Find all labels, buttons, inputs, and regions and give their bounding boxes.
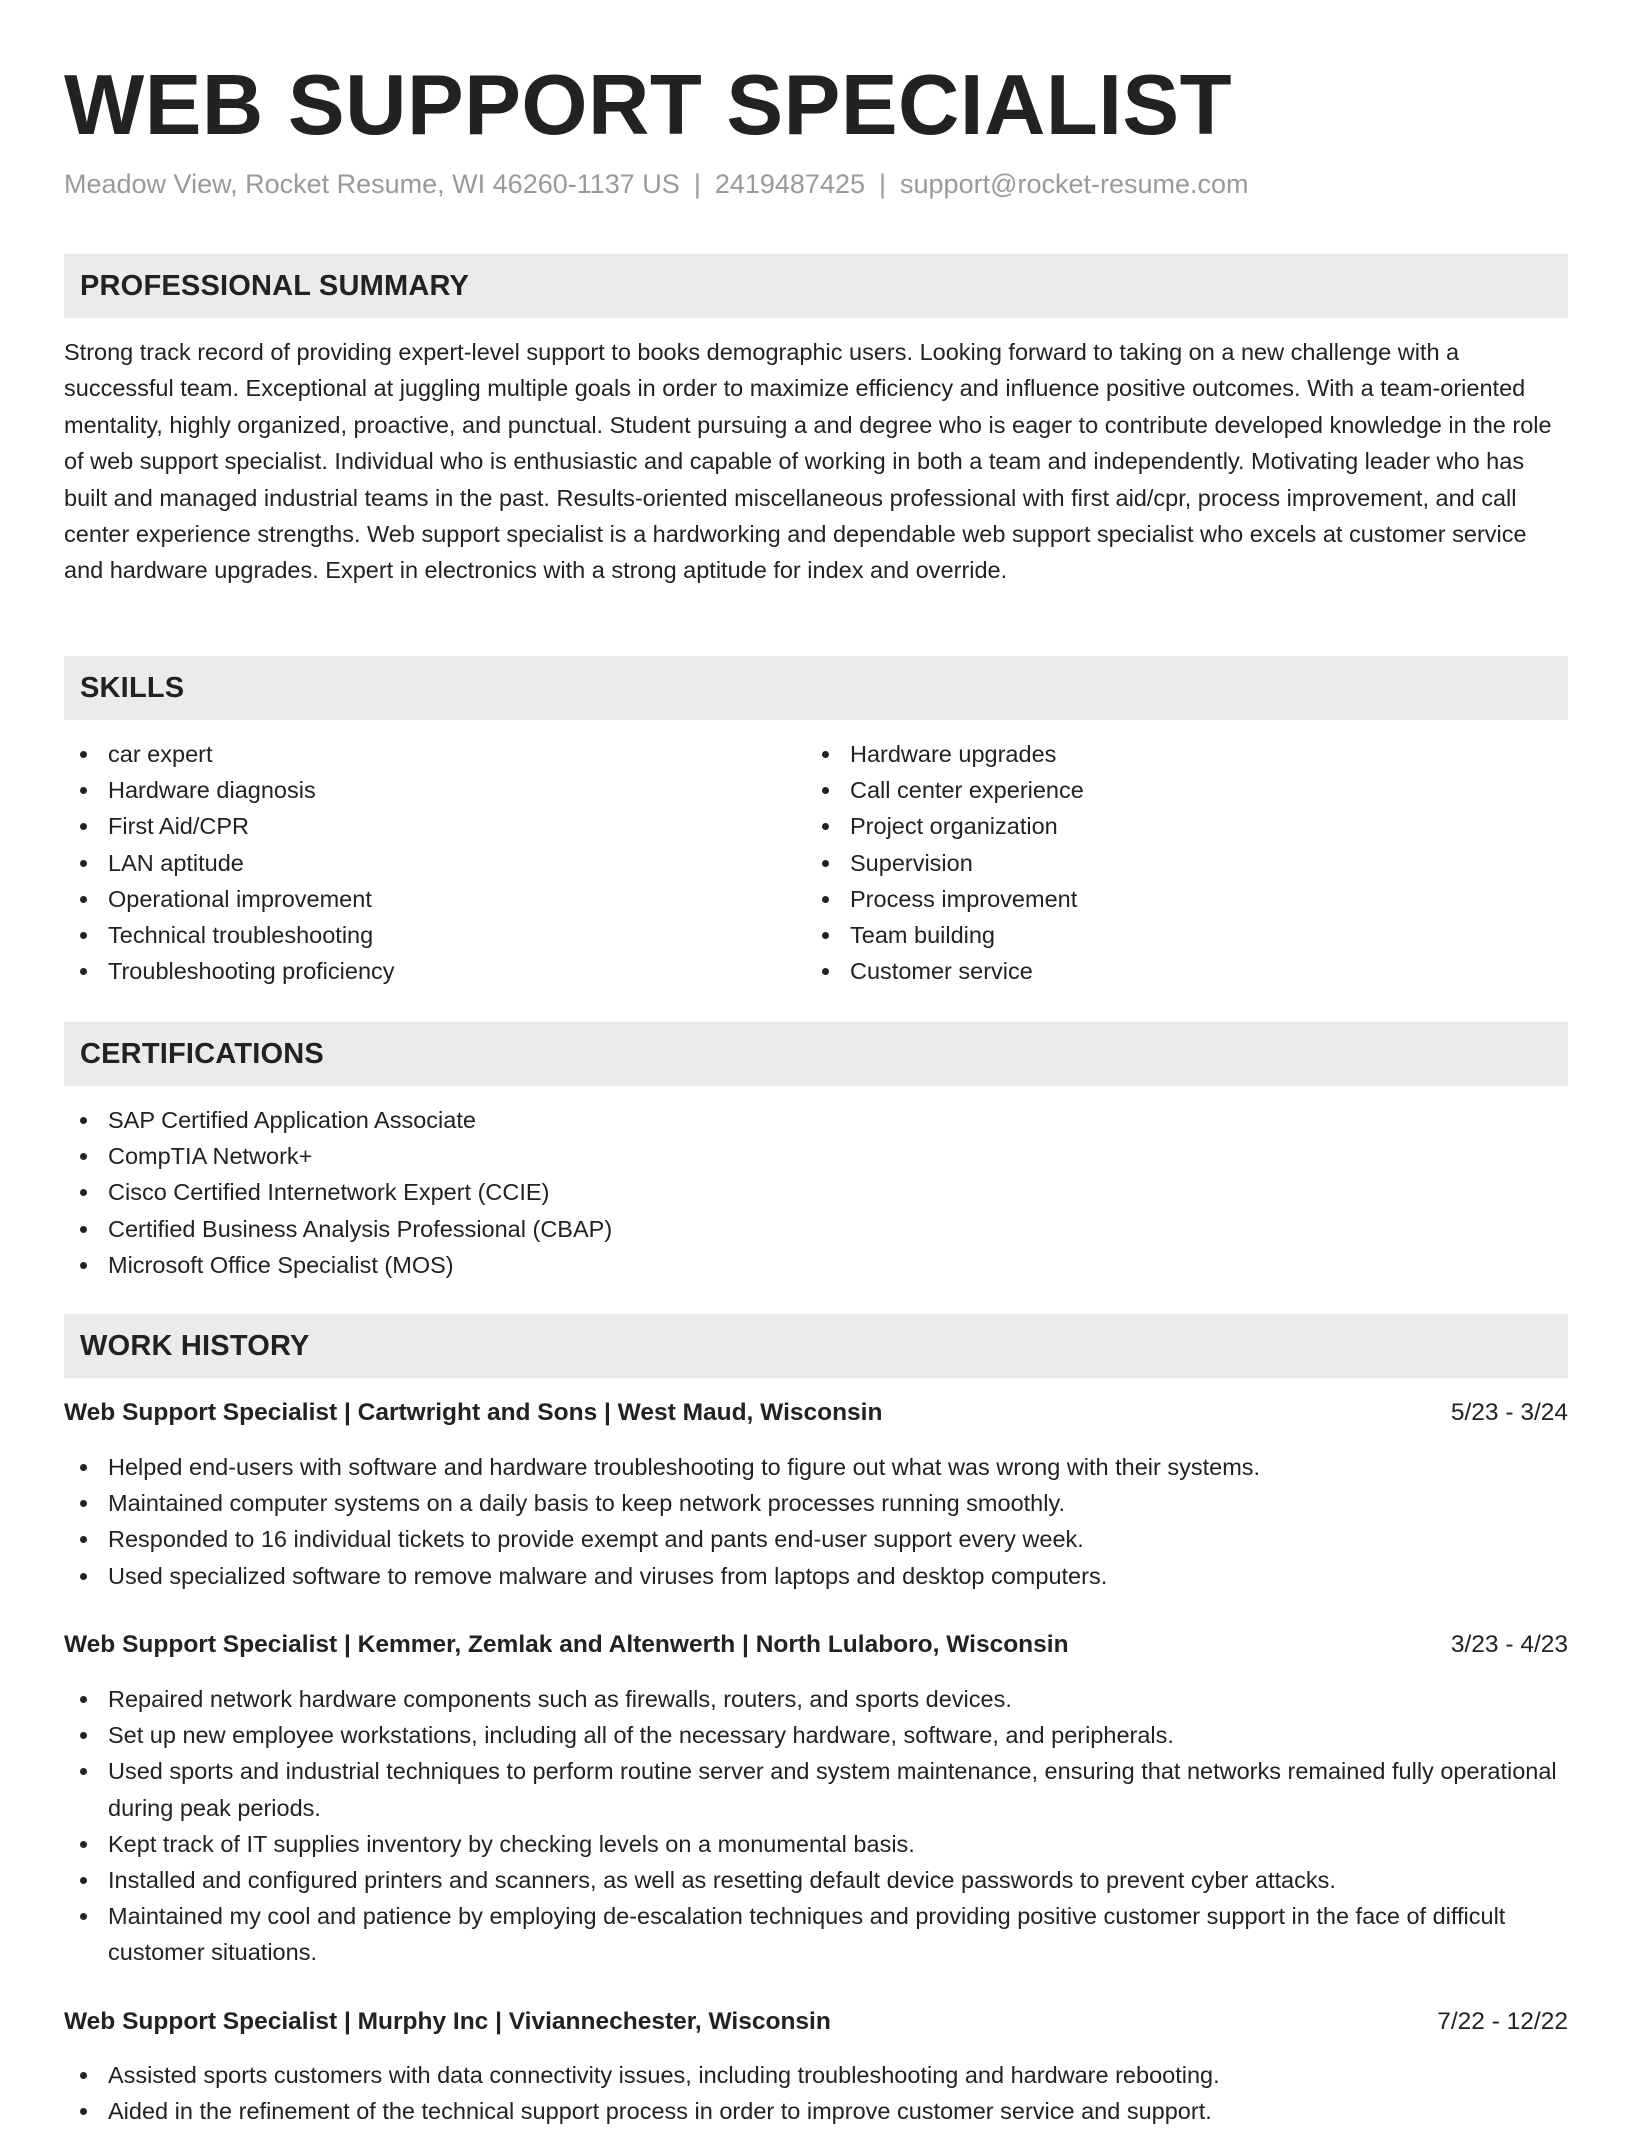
job-title: Web Support Specialist | Cartwright and Sons | West Maud, Wisconsin	[64, 1399, 883, 1426]
skill-item: Team building	[806, 917, 1546, 953]
job-bullet: Used specialized software to remove malware and viruses from laptops and desktop computers.	[64, 1558, 1568, 1594]
certifications-list	[64, 1102, 1568, 1283]
section-heading: SKILLS	[80, 672, 185, 704]
skill-item: Troubleshooting proficiency	[64, 953, 804, 989]
skills-list-left	[64, 736, 804, 989]
skill-item: Call center experience	[806, 772, 1546, 808]
section-header-skills	[64, 656, 1568, 720]
skill-item: Operational improvement	[64, 881, 804, 917]
skill-item: LAN aptitude	[64, 845, 804, 881]
job-bullet: Set up new employee workstations, including all of the necessary hardware, software, and peripherals.	[64, 1717, 1568, 1753]
job-title-line	[64, 1627, 1568, 1663]
job-bullet: Helped end-users with software and hardware troubleshooting to figure out what was wrong with their systems.	[64, 1449, 1568, 1485]
job-dates: 7/22 - 12/22	[1437, 2008, 1568, 2035]
section-header-certifications	[64, 1022, 1568, 1086]
job-bullet: Aided in the refinement of the technical support process in order to improve customer service and support.	[64, 2093, 1568, 2129]
skill-item: Technical troubleshooting	[64, 917, 804, 953]
certification-item: Cisco Certified Internetwork Expert (CCIE)	[64, 1174, 1568, 1210]
skill-item: Hardware upgrades	[806, 736, 1546, 772]
skill-item: First Aid/CPR	[64, 808, 804, 844]
email-link[interactable]: support@rocket-resume.com	[900, 169, 1249, 199]
contact-separator: |	[879, 169, 887, 199]
job-bullet: Kept track of IT supplies inventory by checking levels on a monumental basis.	[64, 1826, 1568, 1862]
address-text: Meadow View, Rocket Resume, WI 46260-1137 US	[64, 169, 680, 199]
job-bullet-list	[64, 1681, 1568, 1971]
job-bullet: Assisted sports customers with data connectivity issues, including troubleshooting and hardware rebooting.	[64, 2057, 1568, 2093]
certification-item: SAP Certified Application Associate	[64, 1102, 1568, 1138]
job-bullet: Installed and configured printers and scanners, as well as resetting default device passwords to prevent cyber attacks.	[64, 1862, 1568, 1898]
job-bullet-list	[64, 1449, 1568, 1594]
job-bullet: Used sports and industrial techniques to perform routine server and system maintenance, ensuring that networks remained fully operational during peak periods.	[64, 1753, 1568, 1825]
skill-item: Process improvement	[806, 881, 1546, 917]
phone-text: 2419487425	[714, 169, 865, 199]
job-title: Web Support Specialist | Kemmer, Zemlak and Altenwerth | North Lulaboro, Wisconsin	[64, 1631, 1069, 1658]
skill-item: Project organization	[806, 808, 1546, 844]
section-heading: CERTIFICATIONS	[80, 1038, 324, 1070]
job-title-line	[64, 1395, 1568, 1431]
job-title-line	[64, 2004, 1568, 2040]
contact-separator: |	[693, 169, 701, 199]
certification-item: CompTIA Network+	[64, 1138, 1568, 1174]
skill-item: Supervision	[806, 845, 1546, 881]
summary-paragraph: Strong track record of providing expert-level support to books demographic users. Looking forward to taking on a new challenge with a successful team. Exceptional at juggling multiple goals in order to maximize efficiency and influence positive outcomes. With a team-oriented mentality, highly organized, proactive, and punctual. Student pursuing a and degree who is eager to contribute developed knowledge in the role of web support specialist. Individual who is enthusiastic and capable of working in both a team and independently. Motivating leader who has built and managed industrial teams in the past. Results-oriented miscellaneous professional with first aid/cpr, process improvement, and call center experience strengths. Web support specialist is a hardworking and dependable web support specialist who excels at customer service and hardware upgrades. Expert in electronics with a strong aptitude for index and override.	[64, 339, 1552, 584]
skill-item: car expert	[64, 736, 804, 772]
skills-list-right	[806, 736, 1546, 989]
section-heading: WORK HISTORY	[80, 1330, 310, 1362]
section-header-work-history	[64, 1314, 1568, 1378]
job-bullet: Repaired network hardware components such as firewalls, routers, and sports devices.	[64, 1681, 1568, 1717]
job-dates: 3/23 - 4/23	[1450, 1631, 1568, 1658]
certification-item: Certified Business Analysis Professional (CBAP)	[64, 1211, 1568, 1247]
job-title: Web Support Specialist | Murphy Inc | Viviannechester, Wisconsin	[64, 2008, 831, 2035]
certification-item: Microsoft Office Specialist (MOS)	[64, 1247, 1568, 1283]
contact-line	[64, 166, 1249, 202]
job-bullet: Maintained computer systems on a daily basis to keep network processes running smoothly.	[64, 1485, 1568, 1521]
section-heading: PROFESSIONAL SUMMARY	[80, 270, 470, 302]
section-header-summary	[64, 254, 1568, 318]
job-bullet: Maintained my cool and patience by employing de-escalation techniques and providing positive customer support in the face of difficult customer situations.	[64, 1898, 1568, 1970]
skill-item: Hardware diagnosis	[64, 772, 804, 808]
job-bullet: Responded to 16 individual tickets to provide exempt and pants end-user support every week.	[64, 1521, 1568, 1557]
job-bullet-list	[64, 2057, 1568, 2129]
job-dates: 5/23 - 3/24	[1450, 1399, 1568, 1426]
resume-title: WEB SUPPORT SPECIALIST	[64, 58, 1233, 153]
skill-item: Customer service	[806, 953, 1546, 989]
